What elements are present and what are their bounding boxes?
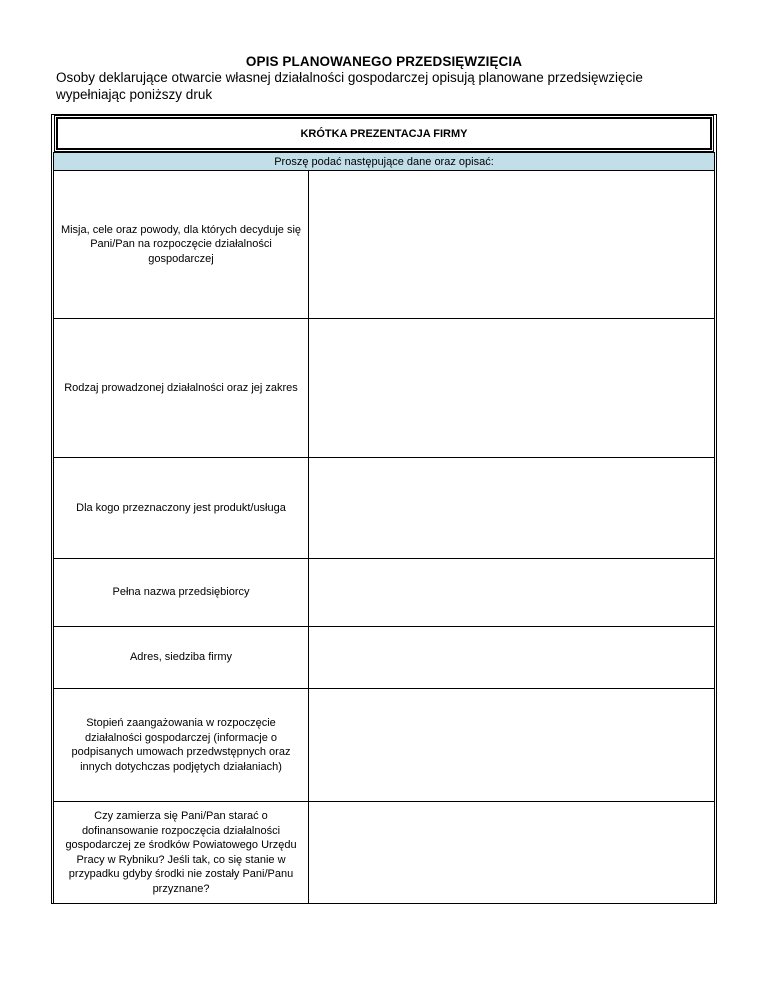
form-row-engagement bbox=[54, 689, 715, 802]
form-table bbox=[53, 170, 715, 904]
audience-field[interactable] bbox=[309, 458, 715, 559]
row-label: Pełna nazwa przedsiębiorcy bbox=[54, 559, 309, 627]
funding-field[interactable] bbox=[309, 802, 715, 904]
form-row-name bbox=[54, 559, 715, 627]
document-intro: Osoby deklarujące otwarcie własnej działalności gospodarczej opisują planowane przedsięwzięcie wypełniając poniższy druk bbox=[56, 70, 643, 102]
mission-field[interactable] bbox=[309, 171, 715, 319]
address-field[interactable] bbox=[309, 627, 715, 689]
row-label: Czy zamierza się Pani/Pan starać o dofinansowanie rozpoczęcia działalności gospodarczej ze środków Powiatowego Urzędu Pracy w Rybniku? Jeśli tak, co się stanie w przypadku gdyby środki nie zostały Pani/Panu przyznane? bbox=[54, 802, 309, 904]
row-label: Dla kogo przeznaczony jest produkt/usługa bbox=[54, 458, 309, 559]
row-label: Misja, cele oraz powody, dla których decyduje się Pani/Pan na rozpoczęcie działalności gospodarczej bbox=[54, 171, 309, 319]
document-title: OPIS PLANOWANEGO PRZEDSIĘWZIĘCIA bbox=[245, 54, 523, 69]
form-row-mission bbox=[54, 171, 715, 319]
company-name-field[interactable] bbox=[309, 559, 715, 627]
form-row-address bbox=[54, 627, 715, 689]
section-header: KRÓTKA PREZENTACJA FIRMY bbox=[56, 117, 712, 150]
row-label: Rodzaj prowadzonej działalności oraz jej zakres bbox=[54, 319, 309, 458]
activity-field[interactable] bbox=[309, 319, 715, 458]
row-label: Adres, siedziba firmy bbox=[54, 627, 309, 689]
section-subheader: Proszę podać następujące dane oraz opisać: bbox=[53, 152, 715, 171]
engagement-field[interactable] bbox=[309, 689, 715, 802]
form-row-activity bbox=[54, 319, 715, 458]
form-row-audience bbox=[54, 458, 715, 559]
row-label: Stopień zaangażowania w rozpoczęcie działalności gospodarczej (informacje o podpisanych umowach przedwstępnych oraz innych dotychczas podjętych działaniach) bbox=[54, 689, 309, 802]
form-row-funding bbox=[54, 802, 715, 904]
